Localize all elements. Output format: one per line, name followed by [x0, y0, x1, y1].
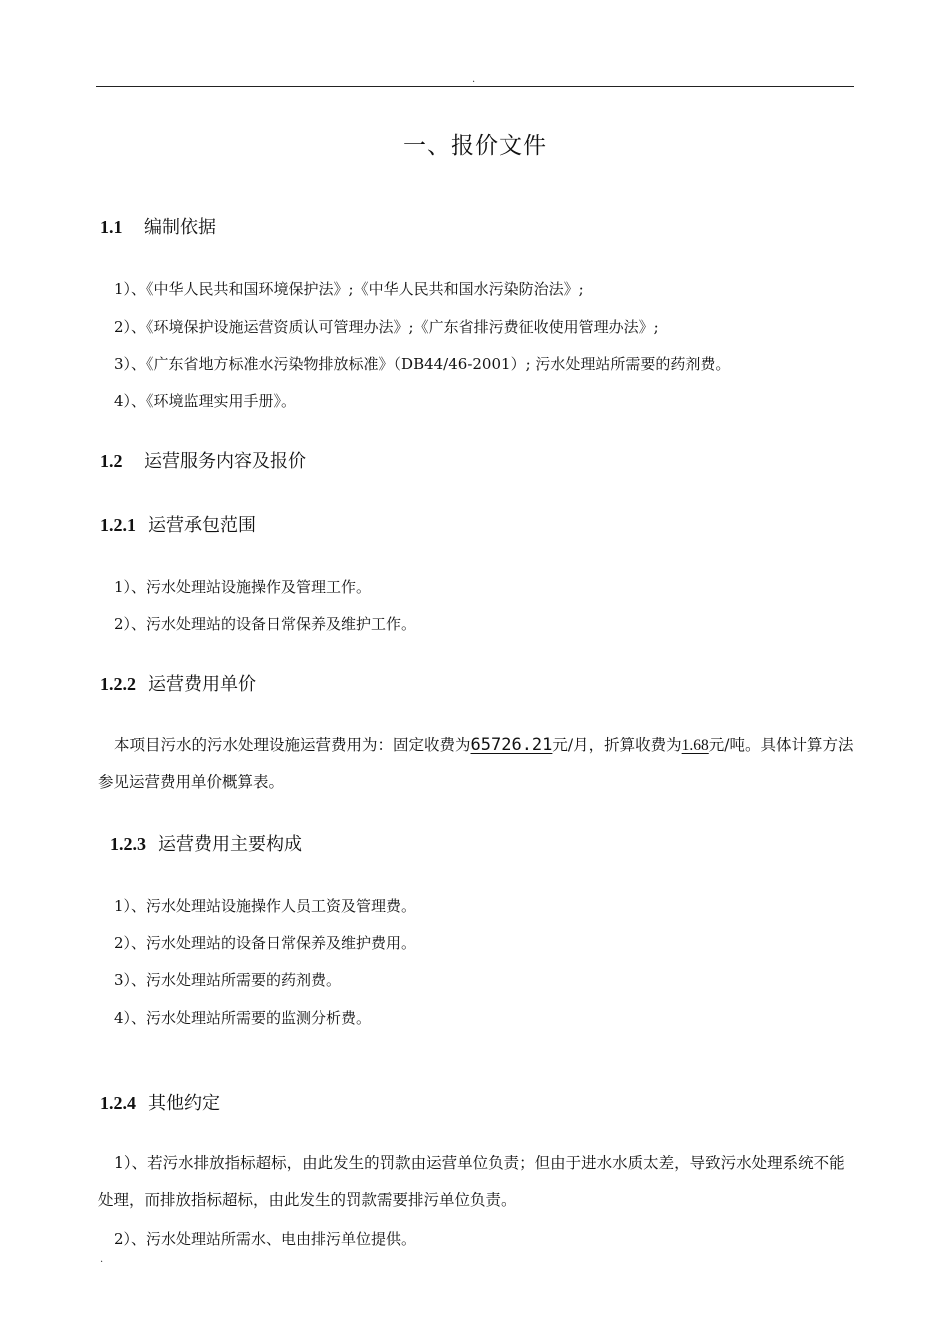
section-number: 1.2: [100, 451, 123, 471]
fixed-fee-value: 65726.21: [470, 735, 553, 755]
section-title: 运营服务内容及报价: [144, 451, 306, 472]
list-item: 1）、污水处理站设施操作人员工资及管理费。: [114, 897, 417, 915]
list-item: 3）、《广东省地方标准水污染物排放标准》（DB44/46-2001）; 污水处理站所需要的药剂费。: [114, 355, 731, 373]
agreement-paragraph: 1）、若污水排放指标超标，由此发生的罚款由运营单位负责；但由于进水水质太差，导致污水处理系统不能处理，而排放指标超标，由此发生的罚款需要排污单位负责。: [98, 1154, 845, 1209]
header-mark: .: [472, 74, 476, 85]
section-1-2-1-heading: [100, 511, 256, 537]
list-item: 2）、《环境保护设施运营资质认可管理办法》;《广东省排污费征收使用管理办法》;: [114, 318, 659, 336]
section-number: 1.1: [100, 217, 123, 237]
fee-text-b: 元/月，折算收费为: [552, 736, 682, 754]
list-item: 1）、污水处理站设施操作及管理工作。: [114, 578, 372, 596]
list-item: 4）、《环境监理实用手册》。: [114, 392, 297, 410]
page-title: 一、报价文件: [403, 133, 547, 159]
list-item: 2）、污水处理站所需水、电由排污单位提供。: [114, 1230, 417, 1248]
section-1-2-2-heading: [100, 670, 256, 696]
section-title: 其他约定: [148, 1093, 220, 1114]
header-rule: [96, 86, 854, 87]
section-number: 1.2.3: [110, 834, 146, 854]
section-title: 运营承包范围: [148, 515, 256, 536]
list-item: 2）、污水处理站的设备日常保养及维护费用。: [114, 934, 417, 952]
fee-text-a: 本项目污水的污水处理设施运营费用为：固定收费为: [114, 736, 471, 754]
section-title: 运营费用单价: [148, 674, 256, 695]
list-item: 4）、污水处理站所需要的监测分析费。: [114, 1009, 372, 1027]
unit-fee-value: 1.68: [681, 737, 709, 754]
list-item: 1）、《中华人民共和国环境保护法》;《中华人民共和国水污染防治法》;: [114, 280, 584, 298]
fee-text-c: 元/吨。具体计算方法参见运营费用单价概算表。: [98, 736, 854, 791]
section-title: 运营费用主要构成: [158, 834, 302, 855]
section-number: 1.2.4: [100, 1093, 136, 1113]
section-number: 1.2.2: [100, 674, 136, 694]
section-1-2-heading: [100, 447, 306, 473]
list-item: 2）、污水处理站的设备日常保养及维护工作。: [114, 615, 417, 633]
section-1-2-3-heading: [110, 830, 302, 856]
fee-paragraph: [98, 727, 854, 801]
footer-mark: .: [100, 1254, 104, 1265]
list-item: 3）、污水处理站所需要的药剂费。: [114, 971, 342, 989]
section-1-2-4-heading: [100, 1089, 220, 1115]
section-title: 编制依据: [144, 217, 216, 238]
section-number: 1.2.1: [100, 515, 136, 535]
section-1-1-heading: [100, 213, 216, 239]
